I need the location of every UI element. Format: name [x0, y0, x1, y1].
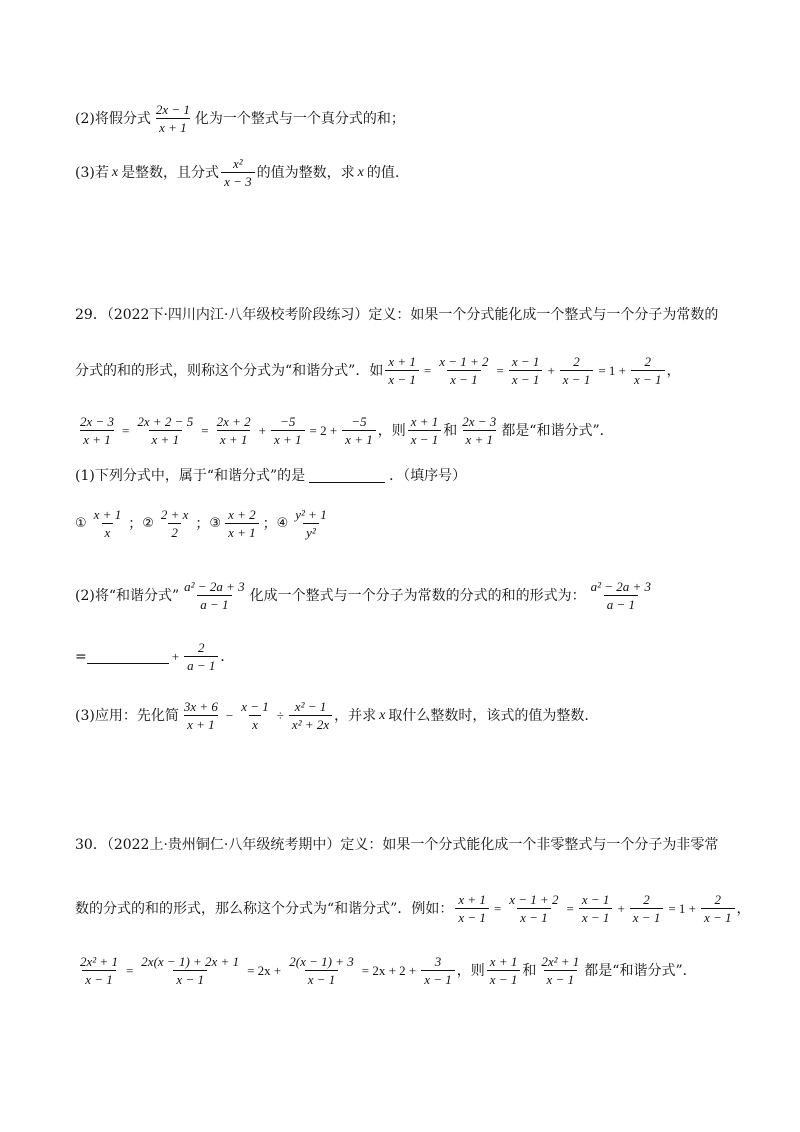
q29-part1 [75, 468, 735, 483]
numerator: x + 2 [228, 507, 256, 522]
q29-part2-answer [75, 641, 735, 672]
text: ÷ [276, 708, 284, 723]
denominator: x − 1 [487, 970, 521, 986]
numerator: 2 + x [160, 507, 189, 522]
fraction [289, 700, 332, 731]
q29-part3 [75, 700, 735, 731]
fraction [225, 508, 259, 539]
denominator: x − 1 [579, 908, 613, 924]
text: 化成一个整式与一个分子为常数的分式的和的形式为： [249, 587, 586, 604]
numerator: 2x² + 1 [541, 954, 580, 969]
fraction [214, 415, 254, 446]
denominator: x + 1 [217, 430, 251, 446]
operator: + [258, 423, 266, 438]
denominator: a − 1 [604, 595, 638, 611]
denominator: 2 [168, 523, 181, 539]
text: 取什么整数时，该式的值为整数. [388, 707, 589, 724]
operator: = 2x + [247, 963, 282, 978]
numerator: 3x + 6 [183, 699, 218, 714]
numerator: 3 [434, 954, 442, 969]
operator: = [496, 363, 504, 378]
answer-blank[interactable] [87, 649, 169, 664]
fraction: $\frac{2x - 1}{x + 1}$ [155, 102, 190, 135]
denominator: x − 1 [544, 970, 578, 986]
var-x: x [111, 164, 119, 180]
numerator: x + 1 [458, 892, 486, 907]
text: 化为一个整式与一个真分式的和； [194, 110, 405, 127]
text: 的值. [366, 164, 400, 181]
text: 数的分式的和的形式，那么称这个分式为“和谐分式”．例如： [75, 900, 454, 917]
text: (3)应用：先化简 [75, 707, 179, 724]
text: ．（填序号） [389, 467, 467, 484]
text: + [171, 649, 180, 664]
numerator: −5 [280, 414, 296, 429]
numerator: 2 [643, 892, 650, 907]
text: 都是“和谐分式”． [501, 422, 614, 439]
separator: ； [195, 515, 210, 532]
text: (2)将“和谐分式” [75, 587, 180, 604]
numerator: x − 1 [511, 354, 540, 369]
fraction [134, 415, 196, 446]
denominator: x − 1 [509, 370, 543, 386]
fraction [181, 580, 247, 611]
numerator: 2 [573, 354, 580, 369]
fraction [701, 893, 735, 924]
numerator: x − 1 [581, 892, 610, 907]
fraction [77, 955, 121, 986]
numerator: 2 [714, 892, 722, 907]
text: ． [220, 648, 235, 665]
denominator: x + 1 [225, 523, 259, 539]
q29-line1 [75, 308, 735, 322]
numerator: 2x − 3 [462, 414, 497, 429]
denominator: x − 1 [421, 970, 455, 986]
fraction [506, 893, 561, 924]
equation [75, 415, 378, 446]
text: 的值为整数，求 [256, 164, 355, 181]
separator: ； [262, 515, 277, 532]
numerator: 2 [644, 354, 652, 369]
numerator: −5 [351, 414, 367, 429]
denominator: x − 1 [517, 908, 551, 924]
operator: = [423, 363, 432, 378]
fraction [509, 355, 543, 386]
fraction [487, 955, 521, 986]
numerator: 2x(x − 1) + 2x + 1 [141, 954, 240, 969]
answer-blank[interactable] [309, 468, 385, 483]
fraction [91, 508, 125, 539]
text: 都是“和谐分式”． [584, 962, 697, 979]
fraction [588, 580, 654, 611]
q29-line3 [75, 415, 735, 446]
q29-options [75, 508, 735, 539]
denominator: a − 1 [197, 595, 231, 611]
numerator: a² − 2a + 3 [184, 579, 245, 594]
denominator: x − 1 [447, 370, 481, 386]
option-marker: ④ [276, 516, 289, 531]
fraction [77, 415, 117, 446]
numerator: x − 1 [241, 699, 269, 714]
question-30-header: 30．（2022上·贵州铜仁·八年级统考期中）定义：如果一个分式能化成一个非零整式与一个分子为非零常 [75, 837, 719, 853]
numerator: 2x + 2 − 5 [137, 414, 194, 429]
denominator: x − 1 [385, 370, 419, 386]
option-marker: ③ [209, 516, 222, 531]
text: ， [736, 900, 751, 917]
q28-part3 [75, 157, 735, 188]
denominator: x − 1 [82, 970, 116, 986]
text: 是整数，且分式 [121, 164, 220, 181]
q29-part2 [75, 580, 735, 611]
fraction [630, 893, 664, 924]
numerator: x + 1 [388, 354, 416, 369]
fraction [342, 415, 376, 446]
text: − [225, 708, 234, 723]
operator: = 1 + [598, 363, 626, 378]
text: (2)将假分式 [75, 110, 151, 127]
equation [453, 893, 736, 924]
var-x: x [379, 707, 386, 723]
fraction [560, 355, 594, 386]
denominator: x − 1 [455, 908, 489, 924]
operator: + [617, 901, 625, 916]
numerator: a² − 2a + 3 [590, 579, 652, 594]
equation [75, 955, 457, 986]
denominator: x − 1 [631, 370, 665, 386]
equation [383, 355, 666, 386]
fraction [421, 955, 455, 986]
text: ，并求 [334, 707, 377, 724]
numerator: x² − 1 [294, 699, 327, 714]
denominator: x + 1 [184, 715, 218, 731]
fraction [455, 893, 489, 924]
numerator: 2x + 2 [216, 414, 251, 429]
fraction [184, 641, 218, 672]
option-marker: ① [75, 516, 87, 531]
denominator: x + 1 [80, 430, 114, 446]
numerator: 2 [197, 640, 205, 655]
denominator: x + 1 [149, 430, 183, 446]
numerator: x + 1 [489, 954, 518, 969]
denominator: x − 1 [305, 970, 339, 986]
fraction [271, 415, 305, 446]
denominator: x − 1 [701, 908, 735, 924]
var-x: x [357, 164, 364, 180]
denominator: x − 1 [630, 908, 664, 924]
denominator: y² [303, 523, 319, 539]
text: 和 [522, 962, 537, 979]
fraction [579, 893, 613, 924]
numerator: 2x² + 1 [80, 954, 118, 969]
fraction [459, 415, 499, 446]
text: (1)下列分式中，属于“和谐分式”的是 [75, 467, 306, 484]
numerator: x − 1 + 2 [439, 354, 489, 369]
operator: = [122, 423, 130, 438]
denominator: a − 1 [184, 656, 218, 672]
operator: = 1 + [668, 901, 696, 916]
numerator: x − 1 + 2 [509, 892, 559, 907]
numerator: 2(x − 1) + 3 [289, 954, 354, 969]
denominator: x − 1 [408, 430, 442, 446]
denominator: x + 1 [271, 430, 305, 446]
denominator: x − 1 [560, 370, 594, 386]
fraction [181, 700, 221, 731]
q28-part2 [75, 103, 735, 134]
q30-line1 [75, 838, 735, 852]
separator: ； [128, 515, 143, 532]
text: ，则 [456, 962, 485, 979]
denominator: x − 1 [173, 970, 207, 986]
fraction [538, 955, 582, 986]
operator: = [125, 963, 134, 978]
text: = [75, 648, 87, 665]
denominator: x + 1 [342, 430, 376, 446]
fraction [238, 700, 272, 731]
text: ，则 [377, 422, 406, 439]
numerator: 2x − 3 [80, 414, 115, 429]
operator: = 2 + [309, 423, 338, 438]
fraction [436, 355, 491, 386]
operator: = [493, 901, 502, 916]
q30-line2 [75, 892, 751, 925]
fraction [158, 508, 192, 539]
operator: + [547, 363, 555, 378]
denominator: x [102, 523, 114, 539]
text: (3)若 [75, 164, 109, 181]
numerator: x + 1 [410, 414, 439, 429]
question-29-header: 29．（2022下·四川内江·八年级校考阶段练习）定义：如果一个分式能化成一个整式与一个分子为常数的 [75, 307, 719, 323]
denominator: x [249, 715, 261, 731]
denominator: x + 1 [463, 430, 497, 446]
fraction [408, 415, 442, 446]
fraction [292, 508, 329, 539]
text: 和 [443, 422, 458, 439]
numerator: y² + 1 [295, 507, 327, 522]
numerator: x + 1 [93, 507, 122, 522]
fraction [631, 355, 665, 386]
q29-line2 [75, 355, 735, 386]
denominator: x² + 2x [289, 715, 332, 731]
q30-line3 [75, 955, 735, 986]
operator: = [201, 423, 209, 438]
fraction [138, 955, 242, 986]
text: ， [666, 362, 681, 379]
fraction [286, 955, 356, 986]
operator: = [566, 901, 574, 916]
fraction [385, 355, 419, 386]
option-marker: ② [142, 516, 154, 531]
fraction: $\frac{\text{x²}}{x - 3}$ [221, 157, 255, 188]
operator: = 2x + 2 + [361, 963, 417, 978]
text: 分式的和的形式，则称这个分式为“和谐分式”．如 [75, 362, 384, 379]
